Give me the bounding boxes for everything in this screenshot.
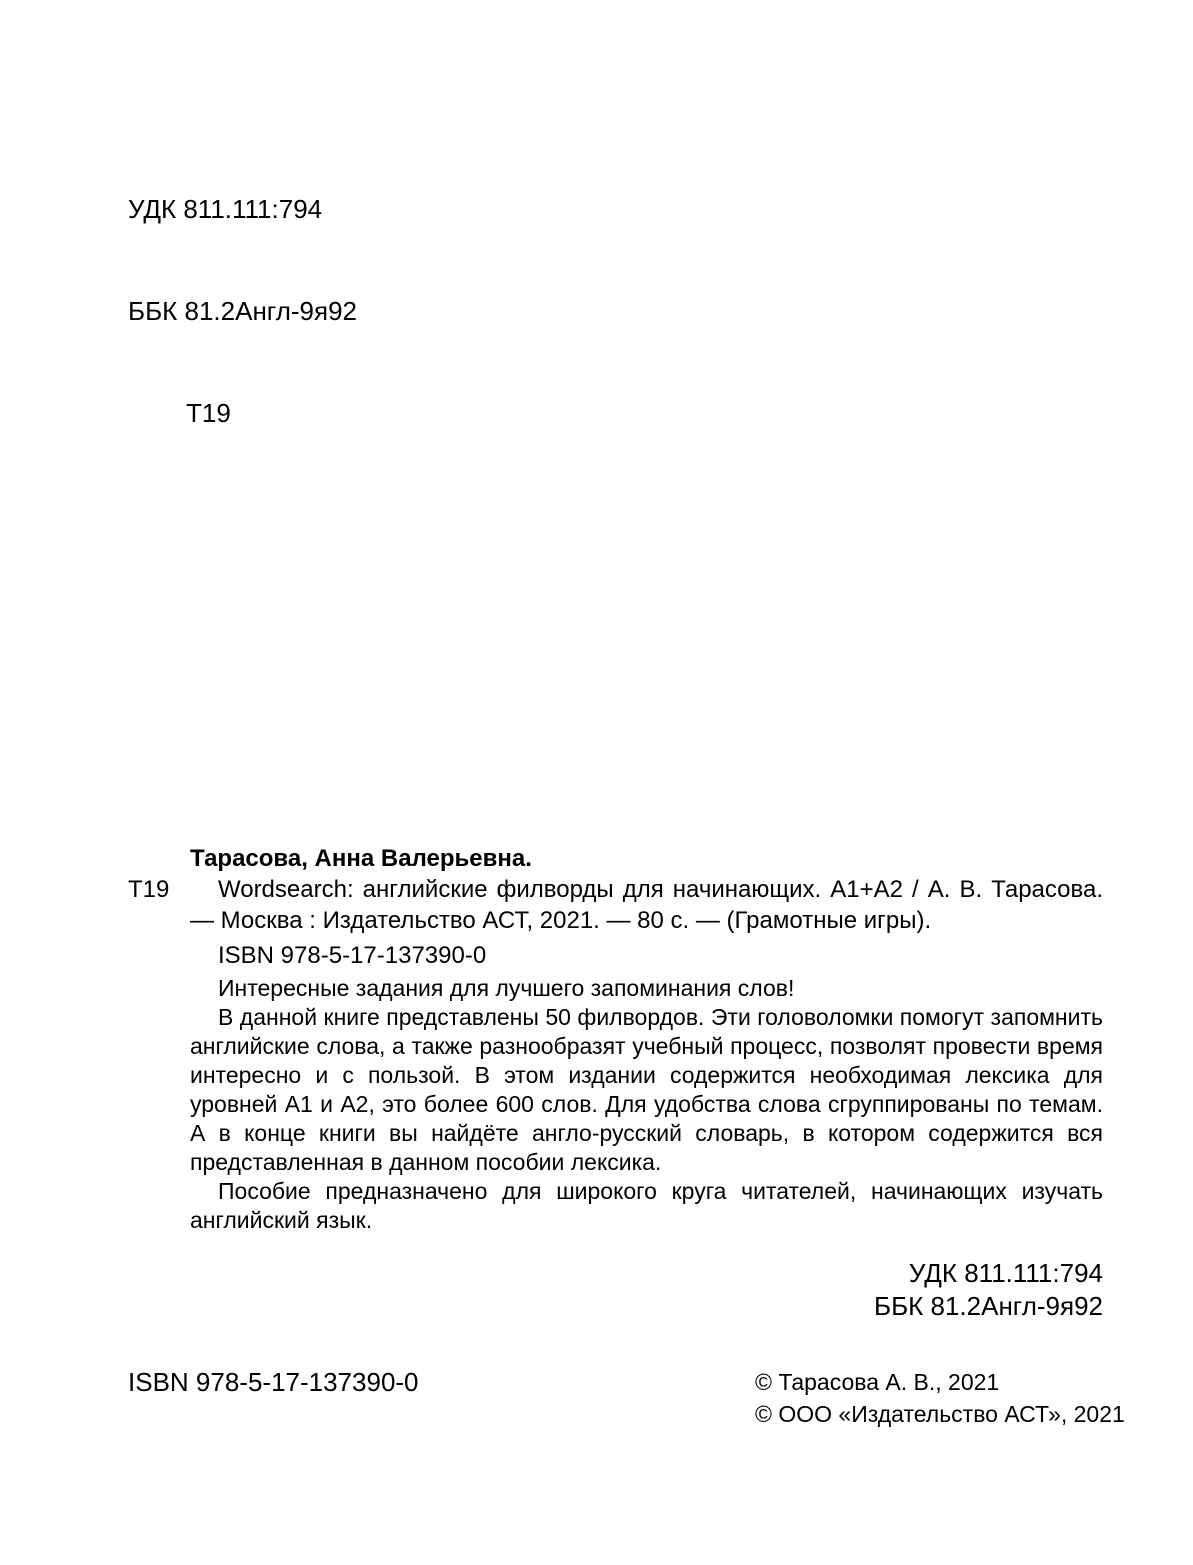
annotation-paragraph: В данной книге представлены 50 филвордов. Эти головоломки помогут запомнить английские слова, а также разнообразят учебный процесс, позволят провести время интересно и с пользой. В этом издании содержится необходимая лексика для уровней А1 и А2, это более 600 слов. Для удобства слова сгруппированы по темам. А в конце книги вы найдёте англо-русский словарь, в котором содержится вся представленная в данном пособии лексика. <box>190 1004 1103 1175</box>
bbk-code-right: ББК 81.2Англ-9я92 <box>874 1291 1103 1321</box>
isbn-line: ISBN 978-5-17-137390-0 <box>218 942 487 969</box>
catalog-card <box>128 843 1103 1323</box>
bibliographic-entry <box>128 874 1103 936</box>
copyright-publisher: © ООО «Издательство АСТ», 2021 <box>755 1401 1125 1427</box>
copyright-author: © Тарасова А. В., 2021 <box>755 1369 1000 1395</box>
classification-right-block <box>190 1257 1103 1323</box>
entry-text: Wordsearch: английские филворды для начинающих. А1+А2 / А. В. Тарасова. — Москва : Издательство АСТ, 2021. — 80 с. — (Грамотные игры). <box>190 876 1103 934</box>
udk-code-right: УДК 811.111:794 <box>908 1258 1103 1288</box>
author-sign-code: Т19 <box>186 398 231 428</box>
annotation-paragraph: Интересные задания для лучшего запоминания слов! <box>218 975 795 1001</box>
annotation-paragraph: Пособие предназначено для широкого круга читателей, начинающих изучать английский язык. <box>190 1178 1103 1233</box>
footer-isbn: ISBN 978-5-17-137390-0 <box>128 1367 419 1397</box>
bbk-code: ББК 81.2Англ-9я92 <box>128 296 357 326</box>
classification-block <box>128 124 357 498</box>
udk-code: УДК 811.111:794 <box>128 194 323 224</box>
author-heading: Тарасова, Анна Валерьевна. <box>190 845 532 872</box>
entry-author-sign: Т19 <box>128 876 170 903</box>
copyright-block <box>755 1366 1125 1430</box>
